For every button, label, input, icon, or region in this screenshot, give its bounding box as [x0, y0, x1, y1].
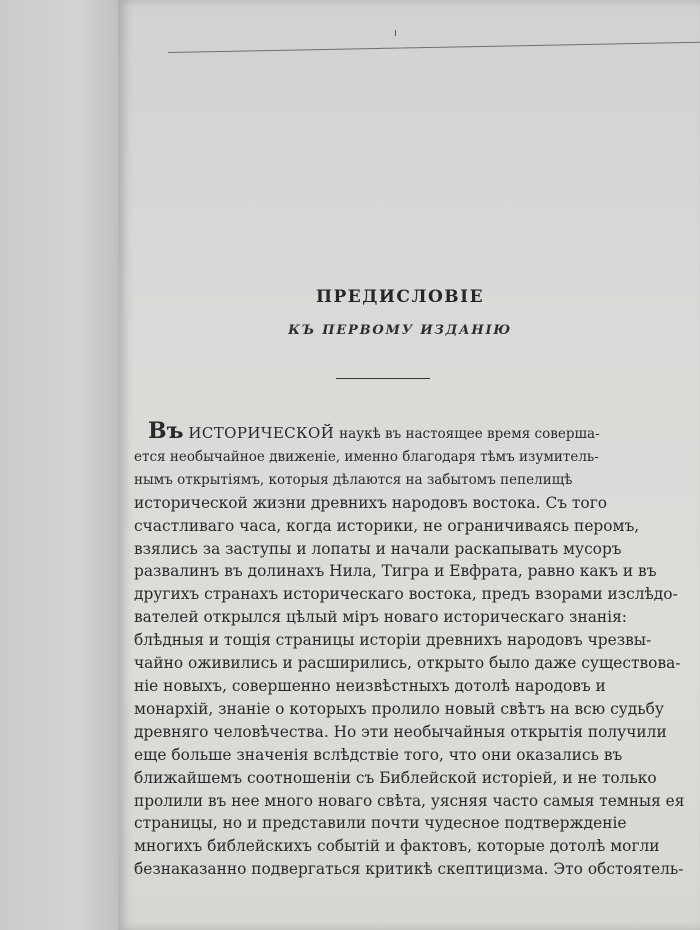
text-line: древняго человѣчества. Но эти необычайныя открытія получили	[134, 722, 667, 741]
text-line: многихъ библейскихъ событій и фактовъ, которые дотолѣ могли	[134, 837, 660, 856]
text-line: счастливаго часа, когда историки, не ограничиваясь перомъ,	[134, 516, 640, 535]
text-line: вателей открылся цѣлый міръ новаго историческаго знанія:	[134, 608, 627, 627]
text-line: страницы, но и представили почти чудесное подтвержденіе	[134, 814, 627, 833]
text-line: ется необычайное движеніе, именно благодаря тѣмъ изумитель-	[134, 448, 599, 465]
text-line: нымъ открытіямъ, которыя дѣлаются на забытомъ пепелищѣ	[134, 471, 573, 488]
body-text	[134, 420, 684, 881]
page-mark	[395, 30, 396, 36]
page-title: ПРЕДИСЛОВІЕ	[315, 287, 485, 307]
text-line: чайно оживились и расширились, открыто было даже существова-	[134, 654, 681, 673]
text-line: исторической жизни древнихъ народовъ востока. Съ того	[134, 493, 608, 512]
title-divider	[336, 378, 430, 379]
text-line: безнаказанно подвергаться критикѣ скептицизма. Это обстоятель-	[134, 860, 684, 879]
text-line: Въ ИСТОРИЧЕСКОЙ наукѣ въ настоящее время соверша-	[148, 418, 600, 444]
first-word: Въ	[148, 418, 184, 444]
text-line: ближайшемъ соотношеніи съ Библейской исторіей, и не только	[134, 768, 657, 787]
text-line: еще больше значенія вслѣдствіе того, что они оказались въ	[134, 745, 623, 764]
emphasis-word: ИСТОРИЧЕСКОЙ	[188, 424, 335, 442]
text-line: монархій, знаніе о которыхъ пролило новый свѣтъ на всю судьбу	[134, 699, 664, 718]
text-line: пролили въ нее много новаго свѣта, уясняя часто самыя темныя ея	[134, 791, 685, 810]
page-subtitle: КЪ ПЕРВОМУ ИЗДАНІЮ	[288, 323, 512, 338]
text-line: блѣдныя и тощія страницы исторіи древнихъ народовъ чрезвы-	[134, 631, 652, 650]
text-line: взялись за заступы и лопаты и начали раскапывать мусоръ	[134, 539, 622, 558]
left-page-edge	[0, 0, 128, 930]
text-line: развалинъ въ долинахъ Нила, Тигра и Евфрата, равно какъ и въ	[134, 562, 657, 581]
text-line: другихъ странахъ историческаго востока, предъ взорами изслѣдо-	[134, 585, 678, 604]
text-line: ніе новыхъ, совершенно неизвѣстныхъ дотолѣ народовъ и	[134, 676, 606, 695]
